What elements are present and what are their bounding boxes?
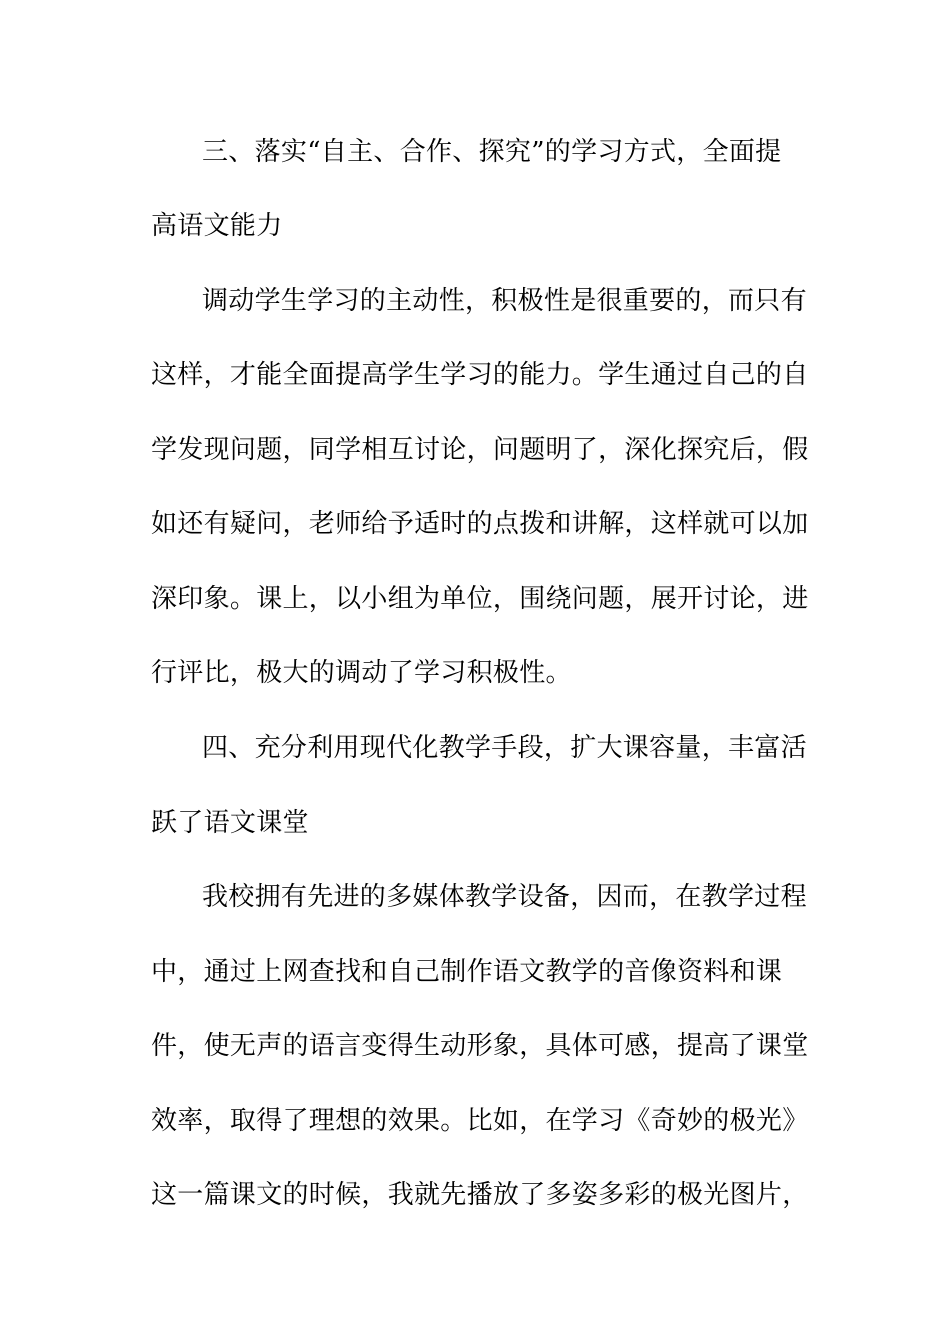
heading-section-4-line-2: 跃了语文课堂 [151, 808, 309, 838]
paragraph-line: 件，使无声的语言变得生动形象，具体可感，提高了课堂 [151, 1031, 809, 1061]
paragraph-line: 这样，才能全面提高学生学习的能力。学生通过自己的自 [151, 360, 809, 390]
paragraph-line: 中，通过上网查找和自己制作语文教学的音像资料和课 [151, 957, 783, 987]
paragraph-line: 效率，取得了理想的效果。比如，在学习《奇妙的极光》 [151, 1106, 809, 1136]
heading-section-4-line-1: 四、充分利用现代化教学手段，扩大课容量，丰富活 [202, 733, 807, 763]
paragraph-line: 调动学生学习的主动性，积极性是很重要的，而只有 [202, 286, 807, 316]
paragraph-line: 这一篇课文的时候，我就先播放了多姿多彩的极光图片， [151, 1180, 809, 1210]
heading-section-3-line-2: 高语文能力 [151, 211, 283, 241]
paragraph-line: 学发现问题，同学相互讨论，问题明了，深化探究后，假 [151, 435, 809, 465]
heading-section-3-line-1: 三、落实“自主、合作、探究”的学习方式，全面提 [202, 137, 782, 167]
paragraph-line: 我校拥有先进的多媒体教学设备，因而，在教学过程 [202, 882, 807, 912]
paragraph-line: 行评比，极大的调动了学习积极性。 [151, 658, 572, 688]
paragraph-line: 如还有疑问，老师给予适时的点拨和讲解，这样就可以加 [151, 509, 809, 539]
paragraph-line: 深印象。课上，以小组为单位，围绕问题，展开讨论，进 [151, 584, 809, 614]
